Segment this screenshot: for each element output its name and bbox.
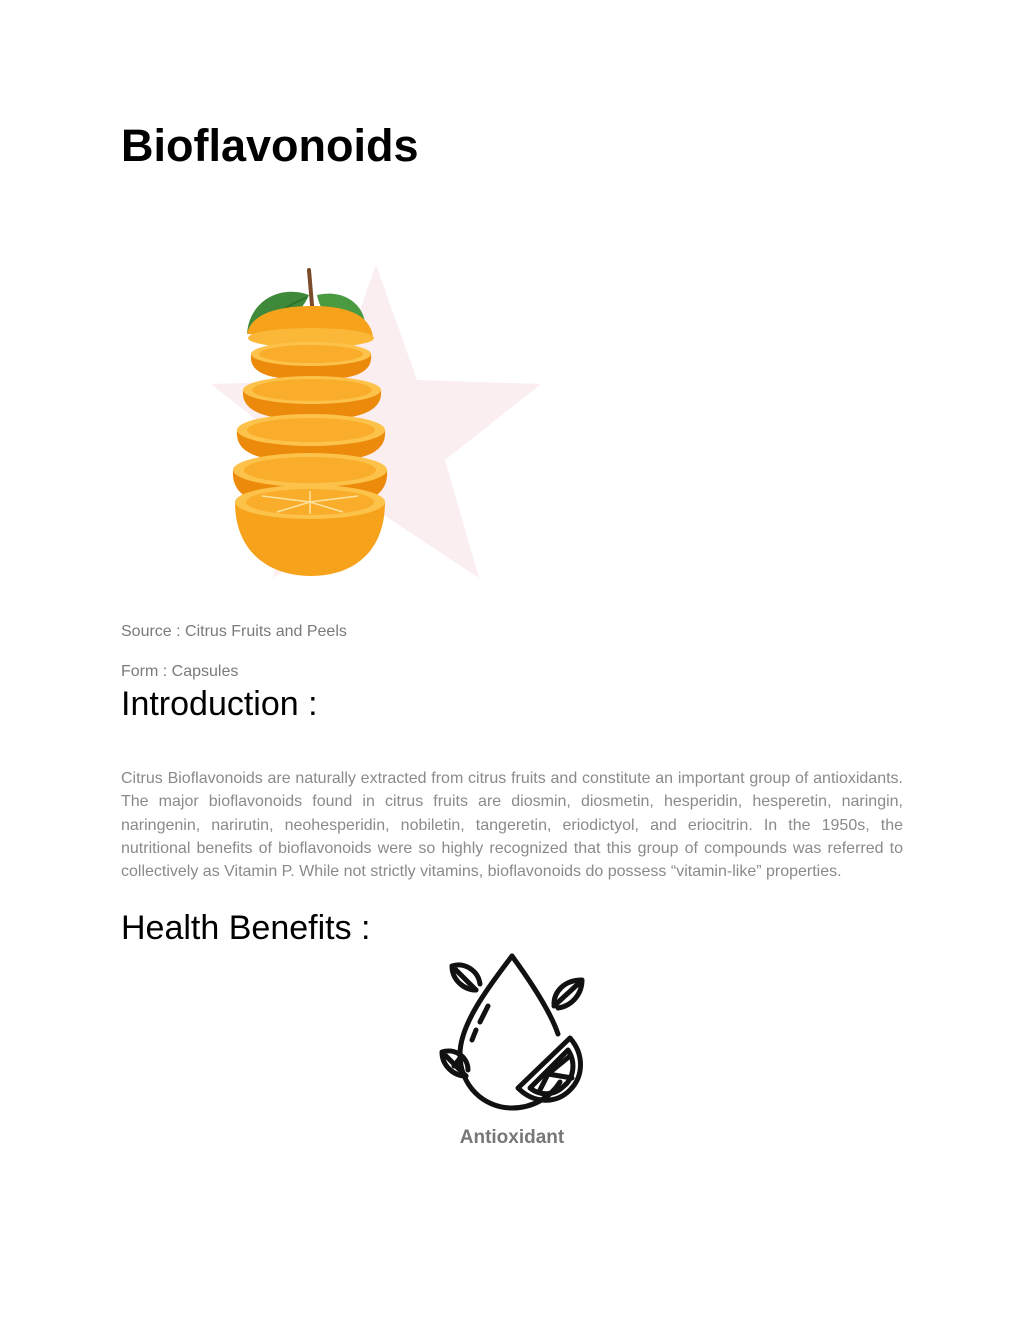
health-benefits-heading: Health Benefits : bbox=[121, 909, 371, 947]
form-line: Form : Capsules bbox=[121, 663, 239, 680]
benefit-item bbox=[121, 950, 903, 1149]
hero-orange-image bbox=[207, 262, 547, 580]
benefit-label-antioxidant: Antioxidant bbox=[459, 1127, 565, 1148]
antioxidant-drop-icon bbox=[432, 950, 592, 1115]
introduction-paragraph: Citrus Bioflavonoids are naturally extracted from citrus fruits and constitute an important group of antioxidants. The major bioflavonoids found in citrus fruits are diosmin, diosmetin, hesperidin, hesperetin, naringin, naringenin, narirutin, neohesperidin, nobiletin, tangeretin, eriodictyol, and eriocitrin. In the 1950s, the nutritional benefits of bioflavonoids were so highly recognized that this group of compounds was referred to collectively as Vitamin P. While not strictly vitamins, bioflavonoids do possess “vitamin-like” properties. bbox=[121, 770, 903, 881]
source-line: Source : Citrus Fruits and Peels bbox=[121, 623, 347, 640]
introduction-heading: Introduction : bbox=[121, 685, 318, 723]
page-title: Bioflavonoids bbox=[121, 120, 419, 171]
